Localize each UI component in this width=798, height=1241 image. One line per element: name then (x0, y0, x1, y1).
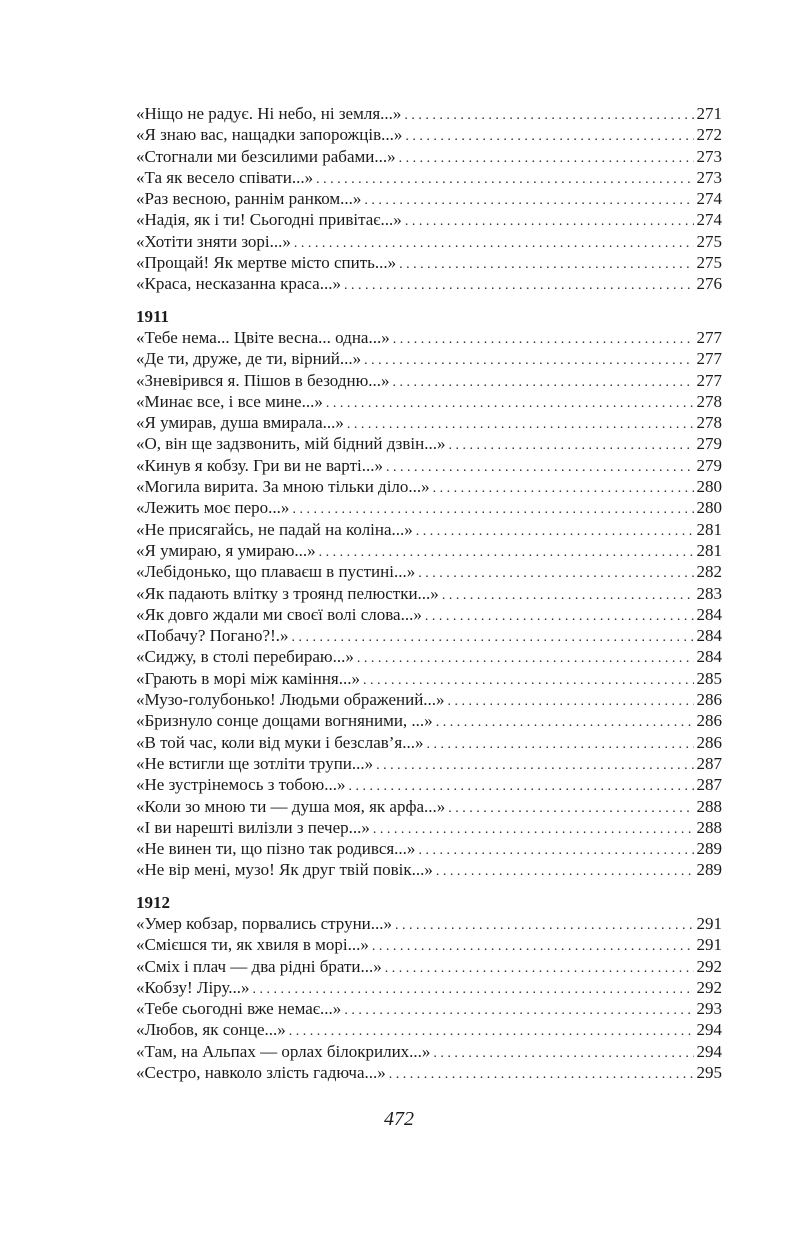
toc-entry (136, 540, 722, 561)
dot-leader (344, 1000, 693, 1021)
toc-entry (136, 124, 722, 145)
entry-title: «Як падають влітку з троянд пелюстки...» (136, 583, 439, 603)
toc-entry (136, 476, 722, 497)
entry-page-number: 286 (696, 711, 722, 731)
dot-leader (347, 414, 694, 435)
toc-section (136, 103, 722, 295)
toc-entry (136, 796, 722, 817)
dot-leader (319, 542, 694, 563)
dot-leader (416, 521, 694, 542)
dot-leader (448, 435, 693, 456)
toc-entry (136, 934, 722, 955)
entry-title: «Лежить моє перо...» (136, 498, 290, 518)
toc-entry (136, 497, 722, 518)
entry-page-number: 272 (696, 125, 722, 145)
entry-title: «Раз весною, раннім ранком...» (136, 189, 362, 209)
entry-page-number: 286 (696, 690, 722, 710)
entry-page-number: 281 (696, 519, 722, 539)
dot-leader (433, 1043, 693, 1064)
toc-entry (136, 231, 722, 252)
entry-page-number: 277 (696, 370, 722, 390)
toc-entry (136, 209, 722, 230)
entry-page-number: 289 (696, 839, 722, 859)
entry-page-number: 283 (696, 583, 722, 603)
toc-entry (136, 859, 722, 880)
dot-leader (425, 606, 694, 627)
entry-page-number: 284 (696, 647, 722, 667)
entry-title: «І ви нарешті вилізли з печер...» (136, 817, 370, 837)
dot-leader (404, 105, 693, 126)
toc-entry (136, 732, 722, 753)
entry-page-number: 282 (696, 562, 722, 582)
entry-page-number: 281 (696, 540, 722, 560)
dot-leader (395, 915, 693, 936)
toc-entry (136, 956, 722, 977)
toc-entry (136, 455, 722, 476)
entry-page-number: 294 (696, 1020, 722, 1040)
entry-title: «Стогнали ми безсилими рабами...» (136, 146, 396, 166)
entry-title: «Надія, як і ти! Сьогодні привітає...» (136, 210, 402, 230)
entry-title: «Тебе сьогодні вже немає...» (136, 999, 342, 1019)
entry-page-number: 288 (696, 817, 722, 837)
dot-leader (363, 670, 694, 691)
toc-entry (136, 188, 722, 209)
entry-page-number: 279 (696, 455, 722, 475)
dot-leader (386, 457, 694, 478)
entry-title: «В той час, коли від муки і безслав’я...» (136, 732, 424, 752)
entry-page-number: 279 (696, 434, 722, 454)
toc-entry (136, 412, 722, 433)
dot-leader (292, 499, 693, 520)
dot-leader (357, 648, 694, 669)
section-year-heading: 1912 (136, 892, 170, 912)
dot-leader (399, 254, 693, 275)
entry-page-number: 277 (696, 349, 722, 369)
dot-leader (405, 126, 693, 147)
entry-page-number: 278 (696, 391, 722, 411)
dot-leader (385, 958, 694, 979)
dot-leader (253, 979, 694, 1000)
entry-page-number: 292 (696, 977, 722, 997)
entry-page-number: 273 (696, 167, 722, 187)
toc-entry (136, 273, 722, 294)
dot-leader (373, 819, 694, 840)
dot-leader (364, 350, 693, 371)
entry-page-number: 280 (696, 477, 722, 497)
toc-entry (136, 838, 722, 859)
toc-entry (136, 391, 722, 412)
entry-page-number: 273 (696, 146, 722, 166)
entry-title: «Не вір мені, музо! Як друг твій повік...» (136, 860, 433, 880)
entry-page-number: 275 (696, 231, 722, 251)
entry-page-number: 284 (696, 626, 722, 646)
entry-title: «Не встигли ще зотліти трупи...» (136, 753, 374, 773)
dot-leader (405, 211, 694, 232)
entry-page-number: 289 (696, 860, 722, 880)
toc-entry (136, 817, 722, 838)
toc-entry (136, 1041, 722, 1062)
dot-leader (344, 275, 694, 296)
entry-page-number: 286 (696, 732, 722, 752)
dot-leader (418, 563, 693, 584)
toc-entry (136, 146, 722, 167)
dot-leader (393, 329, 694, 350)
dot-leader (376, 755, 693, 776)
entry-title: «Смієшся ти, як хвиля в морі...» (136, 935, 369, 955)
toc-entry (136, 103, 722, 124)
entry-title: «Зневірився я. Пішов в безодню...» (136, 370, 390, 390)
toc-entry (136, 519, 722, 540)
entry-title: «Краса, несказанна краса...» (136, 274, 341, 294)
toc-entry (136, 998, 722, 1019)
entry-page-number: 271 (696, 104, 722, 123)
dot-leader (436, 861, 694, 882)
entry-title: «Я умирав, душа вмирала...» (136, 413, 344, 433)
entry-title: «Бризнуло сонце дощами вогняними, ...» (136, 711, 433, 731)
entry-page-number: 285 (696, 668, 722, 688)
entry-page-number: 284 (696, 604, 722, 624)
toc-entry (136, 977, 722, 998)
dot-leader (364, 190, 693, 211)
entry-page-number: 274 (696, 210, 722, 230)
toc-entry (136, 668, 722, 689)
entry-page-number: 292 (696, 956, 722, 976)
toc-entry (136, 913, 722, 934)
entry-title: «Сиджу, в столі перебираю...» (136, 647, 354, 667)
dot-leader (448, 691, 694, 712)
dot-leader (294, 233, 694, 254)
entry-title: «Сміх і плач — два рідні брати...» (136, 956, 382, 976)
entry-title: «О, він ще задзвонить, мій бідний дзвін...» (136, 434, 446, 454)
entry-page-number: 280 (696, 498, 722, 518)
entry-title: «Грають в морі між каміння...» (136, 668, 360, 688)
toc-entry (136, 370, 722, 391)
entry-title: «Любов, як сонце...» (136, 1020, 286, 1040)
entry-page-number: 275 (696, 253, 722, 273)
dot-leader (393, 372, 694, 393)
entry-title: «Сестро, навколо злість гадюча...» (136, 1063, 386, 1083)
entry-title: «Ніщо не радує. Ні небо, ні земля...» (136, 104, 402, 123)
page-number: 472 (384, 1108, 414, 1130)
entry-title: «Кинув я кобзу. Гри ви не варті...» (136, 455, 383, 475)
entry-title: «Минає все, і все мине...» (136, 391, 323, 411)
toc-entry (136, 167, 722, 188)
dot-leader (348, 776, 693, 797)
toc-entry (136, 348, 722, 369)
entry-title: «Тебе нема... Цвіте весна... одна...» (136, 327, 390, 347)
toc-entry (136, 583, 722, 604)
dot-leader (389, 1064, 694, 1085)
toc-section (136, 306, 722, 881)
entry-page-number: 278 (696, 413, 722, 433)
entry-page-number: 294 (696, 1041, 722, 1061)
dot-leader (427, 734, 694, 755)
entry-page-number: 287 (696, 775, 722, 795)
entry-title: «Я знаю вас, нащадки запорожців...» (136, 125, 403, 145)
entry-title: «Я умираю, я умираю...» (136, 540, 316, 560)
dot-leader (326, 393, 694, 414)
entry-page-number: 277 (696, 327, 722, 347)
entry-title: «Музо-голубонько! Людьми ображений...» (136, 690, 445, 710)
entry-page-number: 276 (696, 274, 722, 294)
entry-title: «Де ти, друже, де ти, вірний...» (136, 349, 362, 369)
toc-entry (136, 646, 722, 667)
entry-title: «Коли зо мною ти — душа моя, як арфа...» (136, 796, 446, 816)
entry-title: «Лебідонько, що плаваєш в пустині...» (136, 562, 416, 582)
dot-leader (316, 169, 693, 190)
dot-leader (442, 585, 694, 606)
entry-page-number: 293 (696, 999, 722, 1019)
entry-title: «Не зустрінемось з тобою...» (136, 775, 346, 795)
dot-leader (433, 478, 694, 499)
toc-entry (136, 1062, 722, 1083)
toc-entry (136, 252, 722, 273)
entry-page-number: 295 (696, 1063, 722, 1083)
toc-entry (136, 689, 722, 710)
entry-title: «Як довго ждали ми своєї волі слова...» (136, 604, 422, 624)
toc-entry (136, 604, 722, 625)
entry-title: «Там, на Альпах — орлах білокрилих...» (136, 1041, 431, 1061)
entry-title: «Побачу? Погано?!.» (136, 626, 289, 646)
toc-entry (136, 433, 722, 454)
toc-section (136, 892, 722, 1084)
toc-entry (136, 1019, 722, 1040)
table-of-contents (136, 103, 722, 1083)
dot-leader (448, 798, 693, 819)
entry-page-number: 287 (696, 753, 722, 773)
entry-page-number: 274 (696, 189, 722, 209)
entry-title: «Прощай! Як мертве місто спить...» (136, 253, 397, 273)
toc-entry (136, 625, 722, 646)
dot-leader (292, 627, 694, 648)
toc-entry (136, 561, 722, 582)
entry-title: «Не присягайсь, не падай на коліна...» (136, 519, 413, 539)
dot-leader (372, 936, 694, 957)
entry-title: «Не винен ти, що пізно так родився...» (136, 839, 416, 859)
entry-page-number: 291 (696, 913, 722, 933)
entry-page-number: 288 (696, 796, 722, 816)
entry-title: «Могила вирита. За мною тільки діло...» (136, 477, 430, 497)
toc-entry (136, 710, 722, 731)
toc-entry (136, 774, 722, 795)
toc-entry (136, 327, 722, 348)
entry-page-number: 291 (696, 935, 722, 955)
entry-title: «Кобзу! Ліру...» (136, 977, 250, 997)
dot-leader (418, 840, 693, 861)
section-year-heading: 1911 (136, 306, 170, 326)
entry-title: «Умер кобзар, порвались струни...» (136, 913, 393, 933)
dot-leader (399, 148, 694, 169)
dot-leader (289, 1021, 694, 1042)
dot-leader (436, 712, 694, 733)
entry-title: «Та як весело співати...» (136, 167, 314, 187)
entry-title: «Хотіти зняти зорі...» (136, 231, 291, 251)
toc-entry (136, 753, 722, 774)
